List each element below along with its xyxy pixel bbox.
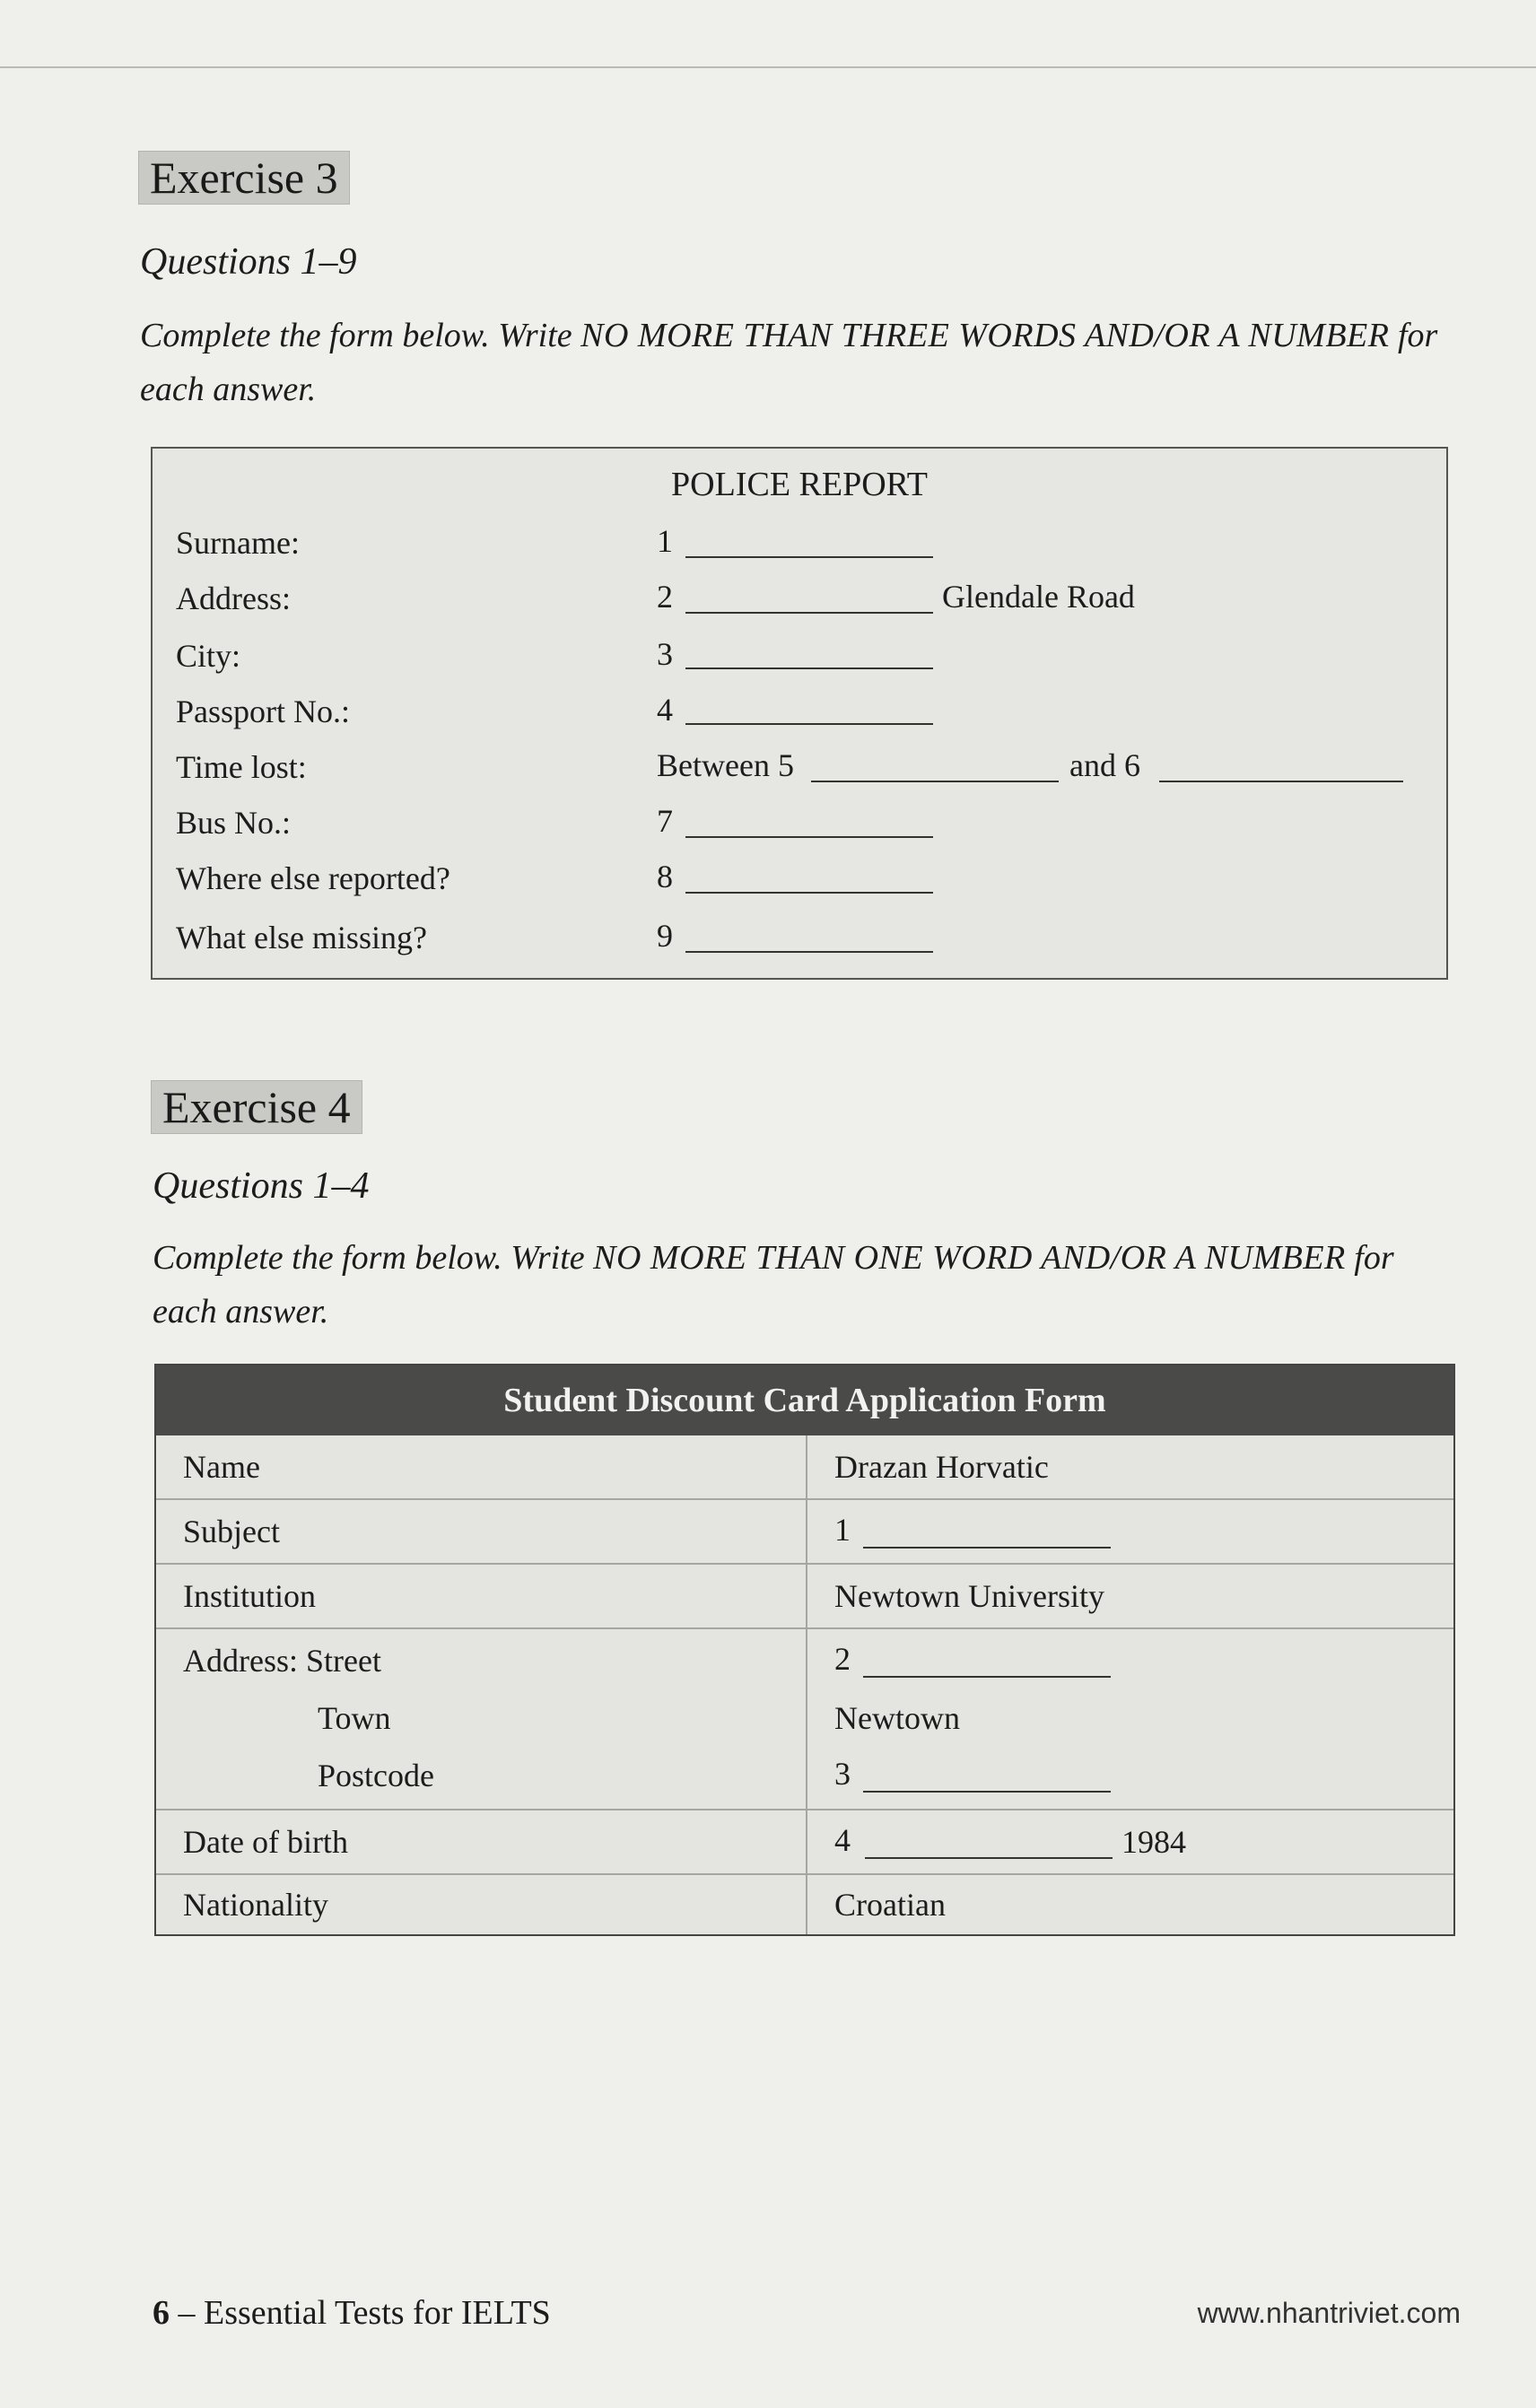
nationality-label: Nationality — [183, 1887, 328, 1923]
column-divider — [806, 1435, 807, 1934]
what-missing-label: What else missing? — [176, 920, 427, 955]
answer-blank-6[interactable] — [1159, 781, 1403, 782]
nationality-value: Croatian — [834, 1887, 946, 1923]
town-label: Town — [318, 1700, 391, 1736]
question-3-number: 3 — [657, 636, 673, 672]
student-discount-form — [154, 1364, 1455, 1936]
name-label: Name — [183, 1449, 260, 1485]
answer-blank-1[interactable] — [685, 556, 933, 558]
bus-no-label: Bus No.: — [176, 805, 292, 841]
question-8-number: 8 — [657, 859, 673, 894]
exercise-4-instruction: Complete the form below. Write NO MORE THAN ONE WORD AND/OR A NUMBER for each answer. — [153, 1239, 1394, 1331]
institution-label: Institution — [183, 1578, 317, 1614]
answer-blank-5[interactable] — [811, 781, 1059, 782]
postcode-answer-blank[interactable] — [863, 1791, 1111, 1793]
subject-label: Subject — [183, 1514, 280, 1549]
question-3-number: 3 — [834, 1756, 851, 1792]
birth-year-value: 1984 — [1121, 1824, 1186, 1860]
website-url: www.nhantriviet.com — [1197, 2297, 1461, 2329]
city-label: City: — [176, 638, 241, 674]
question-2-number: 2 — [657, 579, 673, 615]
question-1-number: 1 — [657, 523, 673, 559]
answer-blank-4[interactable] — [685, 723, 933, 725]
exercise-3-label: Exercise 3 — [138, 151, 350, 205]
address-label: Address: — [176, 580, 291, 616]
street-answer-blank[interactable] — [863, 1676, 1111, 1678]
postcode-label: Postcode — [318, 1758, 434, 1793]
town-value: Newtown — [834, 1700, 960, 1736]
row-divider — [156, 1563, 1453, 1565]
police-report-title: POLICE REPORT — [671, 466, 928, 503]
question-9-number: 9 — [657, 918, 673, 954]
address-road: Glendale Road — [942, 579, 1135, 615]
date-of-birth-label: Date of birth — [183, 1824, 348, 1860]
answer-blank-2[interactable] — [685, 612, 933, 614]
date-answer-blank[interactable] — [865, 1857, 1113, 1859]
police-report-form — [151, 447, 1448, 980]
answer-blank-9[interactable] — [685, 951, 933, 953]
student-form-title: Student Discount Card Application Form — [156, 1365, 1453, 1435]
answer-blank-3[interactable] — [685, 667, 933, 669]
row-divider — [156, 1809, 1453, 1810]
exercise-3-questions: Questions 1–9 — [140, 241, 357, 283]
question-4-number: 4 — [657, 692, 673, 728]
exercise-4-questions: Questions 1–4 — [153, 1165, 370, 1207]
time-lost-label: Time lost: — [176, 749, 307, 785]
subject-answer-blank[interactable] — [863, 1547, 1111, 1549]
question-4-number: 4 — [834, 1822, 851, 1858]
surname-label: Surname: — [176, 525, 300, 561]
institution-value: Newtown University — [834, 1578, 1104, 1614]
address-street-label: Address: Street — [183, 1643, 381, 1679]
answer-blank-8[interactable] — [685, 892, 933, 894]
row-divider — [156, 1627, 1453, 1629]
page-footer — [153, 2293, 551, 2333]
answer-blank-7[interactable] — [685, 836, 933, 838]
question-7-number: 7 — [657, 803, 673, 839]
row-divider — [156, 1873, 1453, 1875]
page-edge — [0, 66, 1536, 68]
question-1-number: 1 — [834, 1512, 851, 1548]
passport-label: Passport No.: — [176, 694, 351, 729]
question-6-number: and 6 — [1069, 747, 1140, 783]
question-5-number: Between 5 — [657, 747, 794, 783]
exercise-4-label: Exercise 4 — [151, 1080, 362, 1134]
book-title: – Essential Tests for IELTS — [178, 2294, 551, 2332]
where-reported-label: Where else reported? — [176, 860, 450, 896]
page-number: 6 — [153, 2294, 170, 2332]
row-divider — [156, 1498, 1453, 1500]
name-value: Drazan Horvatic — [834, 1449, 1049, 1485]
question-2-number: 2 — [834, 1641, 851, 1677]
exercise-3-instruction: Complete the form below. Write NO MORE THAN THREE WORDS AND/OR A NUMBER for each answer. — [140, 317, 1438, 408]
